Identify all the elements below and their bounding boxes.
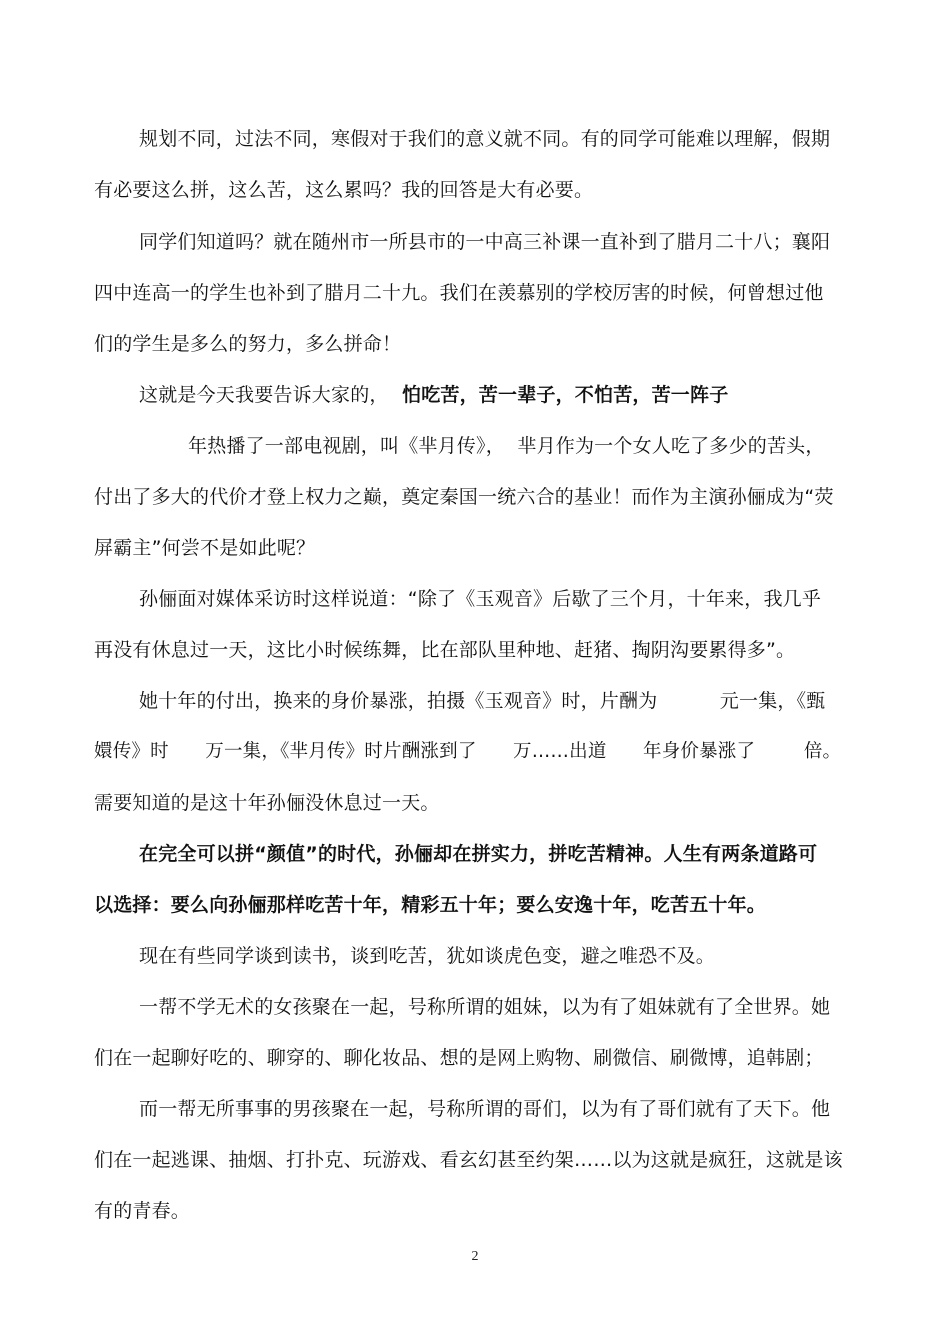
paragraph-line: 孙俪面对媒体采访时这样说道：“除了《玉观音》后歇了三个月，十年来，我几乎 — [139, 588, 822, 610]
paragraph-line: 四中连高一的学生也补到了腊月二十九。我们在羡慕别的学校厉害的时候，何曾想过他 — [94, 282, 824, 304]
paragraph-line: 这就是今天我要告诉大家的， — [139, 384, 389, 406]
page-number: 2 — [471, 1249, 479, 1264]
paragraph-line: 现在有些同学谈到读书，谈到吃苦，犹如谈虎色变，避之唯恐不及。 — [139, 945, 716, 967]
paragraph-line: 年热播了一部电视剧，叫《芈月传》， 芈月作为一个女人吃了多少的苦头， — [188, 435, 825, 457]
paragraph-line: 有必要这么拼，这么苦，这么累吗？我的回答是大有必要。 — [94, 179, 594, 201]
paragraph-line: 有的青春。 — [94, 1200, 191, 1222]
paragraph-line: 付出了多大的代价才登上权力之巅，奠定秦国一统六合的基业！而作为主演孙俪成为“荧 — [94, 486, 834, 508]
paragraph-line: 们在一起逃课、抽烟、打扑克、玩游戏、看玄幻甚至约架……以为这就是疯狂，这就是该 — [94, 1149, 843, 1171]
paragraph-line: 嬛传》时 万一集，《芈月传》时片酬涨到了 万……出道 年身价暴涨了 倍。 — [94, 741, 842, 762]
paragraph-line: 需要知道的是这十年孙俪没休息过一天。 — [94, 792, 440, 814]
emphasis-text: 怕吃苦，苦一辈子，不怕苦，苦一阵子 — [402, 384, 729, 406]
paragraph-line: 再没有休息过一天，这比小时候练舞，比在部队里种地、赶猪、掏阴沟要累得多”。 — [94, 639, 796, 661]
paragraph-line: 她十年的付出，换来的身价暴涨，拍摄《玉观音》时，片酬为 元一集，《甄 — [139, 690, 826, 712]
paragraph-line: 而一帮无所事事的男孩聚在一起，号称所谓的哥们，以为有了哥们就有了天下。他 — [139, 1098, 831, 1120]
paragraph-line: 一帮不学无术的女孩聚在一起，号称所谓的姐妹，以为有了姐妹就有了全世界。她 — [139, 996, 831, 1018]
paragraph-line: 们在一起聊好吃的、聊穿的、聊化妆品、想的是网上购物、刷微信、刷微博，追韩剧； — [94, 1047, 824, 1069]
bold-paragraph-line: 以选择：要么向孙俪那样吃苦十年，精彩五十年；要么安逸十年，吃苦五十年。 — [94, 894, 767, 916]
paragraph-line: 同学们知道吗？就在随州市一所县市的一中高三补课一直补到了腊月二十八；襄阳 — [139, 231, 831, 253]
bold-paragraph-line: 在完全可以拼“颜值”的时代，孙俪却在拼实力，拼吃苦精神。人生有两条道路可 — [139, 843, 818, 865]
paragraph-line: 们的学生是多么的努力，多么拼命！ — [94, 333, 402, 355]
paragraph-line: 屏霸主”何尝不是如此呢？ — [94, 537, 316, 559]
paragraph-line: 规划不同，过法不同，寒假对于我们的意义就不同。有的同学可能难以理解，假期 — [139, 128, 831, 150]
